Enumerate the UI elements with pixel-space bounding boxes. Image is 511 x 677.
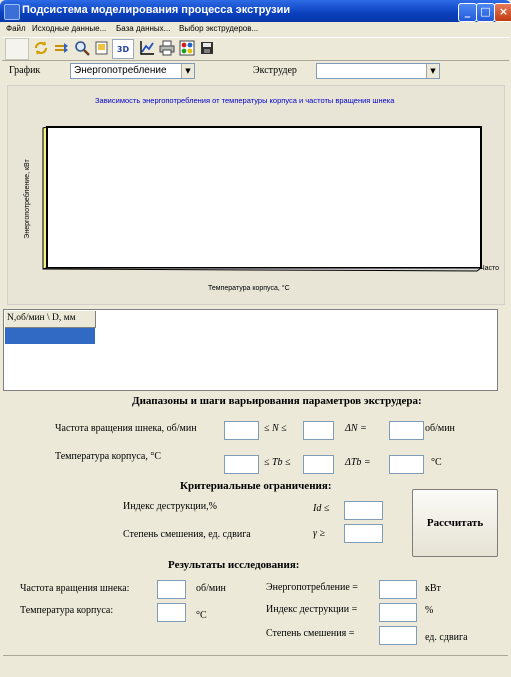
speed-min-input[interactable] (224, 421, 259, 440)
graph-select-value: Энергопотребление (74, 65, 167, 76)
result-mixing-label: Степень смешения = (266, 628, 355, 639)
menu-select-extruders[interactable]: Выбор экструдеров... (179, 24, 259, 33)
speed-range-label: Частота вращения шнека, об/мин (55, 423, 197, 434)
minimize-button[interactable]: _ (458, 3, 477, 22)
results-grid[interactable] (3, 309, 498, 391)
speed-step-label: ΔN = (345, 423, 367, 434)
temp-step-label: ΔTb = (345, 457, 371, 468)
speed-unit: об/мин (425, 423, 455, 434)
temp-unit: °С (431, 457, 442, 468)
window-title: Подсистема моделирования процесса экструзии (22, 4, 291, 16)
chevron-down-icon[interactable]: ▼ (426, 64, 439, 78)
result-energy-unit: кВт (425, 583, 441, 594)
speed-step-input[interactable] (389, 421, 424, 440)
move-icon[interactable] (52, 39, 70, 57)
result-temp-output (157, 603, 186, 622)
result-destruction-label: Индекс деструкции = (266, 604, 358, 615)
calculate-button[interactable]: Рассчитать (412, 489, 498, 557)
menu-database[interactable]: База данных... (116, 24, 171, 33)
chart-floor (43, 268, 481, 271)
chart-svg (8, 86, 504, 304)
mixing-compare: γ ≥ (313, 528, 325, 539)
menu-input-data[interactable]: Исходные данные... (32, 24, 107, 33)
extruder-label: Экструдер (253, 65, 297, 76)
app-icon (4, 4, 20, 20)
result-mixing-output (379, 626, 417, 645)
maximize-button[interactable]: □ (476, 3, 495, 22)
save-icon[interactable] (198, 39, 216, 57)
result-energy-label: Энергопотребление = (266, 582, 358, 593)
extruder-select[interactable] (316, 63, 440, 79)
zoom-icon[interactable] (73, 39, 91, 57)
3d-icon[interactable]: 3D (112, 39, 134, 59)
result-energy-output (379, 580, 417, 599)
grid-selected-row[interactable] (5, 328, 95, 344)
result-destruction-unit: % (425, 605, 434, 616)
chevron-down-icon[interactable]: ▼ (181, 64, 194, 78)
result-temp-unit: °С (196, 610, 207, 621)
temp-max-input[interactable] (303, 455, 334, 474)
chart-back-wall (47, 127, 481, 268)
graph-label: График (9, 65, 41, 76)
mixing-limit-input[interactable] (344, 524, 383, 543)
result-destruction-output (379, 603, 417, 622)
menu-file[interactable]: Файл (6, 24, 26, 33)
ranges-section-title: Диапазоны и шаги варьирования параметров экструдера: (132, 395, 422, 407)
temp-min-input[interactable] (224, 455, 259, 474)
status-bar-divider (3, 655, 508, 656)
result-speed-output (157, 580, 186, 599)
speed-max-input[interactable] (303, 421, 334, 440)
criteria-section-title: Критериальные ограничения: (180, 480, 332, 492)
destruction-limit-input[interactable] (344, 501, 383, 520)
page-icon[interactable] (93, 39, 111, 57)
result-speed-label: Частота вращения шнека: (20, 583, 130, 594)
chart-ylabel: Энергопотребление, кВт (24, 159, 31, 239)
result-temp-label: Температура корпуса: (20, 605, 114, 616)
palette-icon[interactable] (178, 39, 196, 57)
result-speed-unit: об/мин (196, 583, 226, 594)
chart-icon[interactable] (138, 39, 156, 57)
mixing-limit-label: Степень смешения, ед. сдвига (123, 529, 251, 540)
destruction-limit-label: Индекс деструкции,% (123, 501, 217, 512)
result-mixing-unit: ед. сдвига (425, 632, 468, 643)
temp-step-input[interactable] (389, 455, 424, 474)
grid-header-cell (5, 311, 96, 328)
chart-title: Зависимость энергопотребления от температуры корпуса и частоты вращения шнека (95, 96, 395, 105)
chart-zlabel: Часто (480, 265, 500, 272)
print-icon[interactable] (158, 39, 176, 57)
temp-compare: ≤ Tb ≤ (264, 457, 291, 468)
results-section-title: Результаты исследования: (168, 559, 300, 571)
chart-panel (7, 85, 505, 305)
chart-xlabel: Температура корпуса, °С (208, 285, 290, 292)
refresh-icon[interactable] (32, 39, 50, 57)
destruction-compare: Id ≤ (313, 503, 330, 514)
grid-header-label: N,об/мин \ D, мм (7, 313, 76, 323)
pointer-icon[interactable] (5, 38, 29, 60)
temp-range-label: Температура корпуса, °С (55, 451, 162, 462)
graph-select[interactable] (70, 63, 195, 79)
close-button[interactable]: × (494, 3, 511, 22)
speed-compare: ≤ N ≤ (264, 423, 287, 434)
